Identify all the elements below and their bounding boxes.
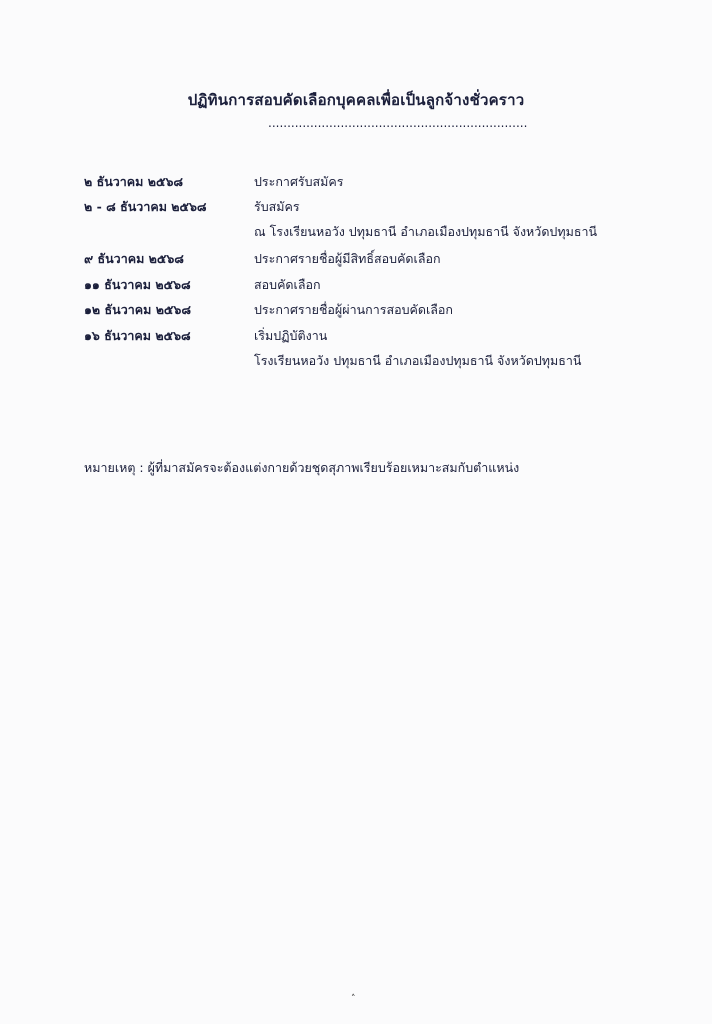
schedule-event: เริ่มปฏิบัติงาน xyxy=(254,328,328,343)
schedule-date: ๑๑ ธันวาคม ๒๕๖๘ xyxy=(84,277,191,292)
schedule-row xyxy=(0,275,712,301)
schedule-detail-row xyxy=(0,222,712,248)
schedule-event: สอบคัดเลือก xyxy=(254,277,321,292)
schedule-event: ประกาศรับสมัคร xyxy=(254,174,344,189)
title-separator: .................................................................... xyxy=(268,116,528,130)
schedule-date: ๑๒ ธันวาคม ๒๕๖๘ xyxy=(84,302,191,317)
schedule-row xyxy=(0,172,712,198)
schedule-detail-row xyxy=(0,351,712,377)
document-title: ปฏิทินการสอบคัดเลือกบุคคลเพื่อเป็นลูกจ้างชั่วคราว xyxy=(187,91,525,109)
schedule-row xyxy=(0,197,712,223)
schedule-detail: โรงเรียนหอวัง ปทุมธานี อำเภอเมืองปทุมธานี จังหวัดปทุมธานี xyxy=(254,353,582,368)
schedule-date: ๑๖ ธันวาคม ๒๕๖๘ xyxy=(84,328,191,343)
schedule-date: ๒ ธันวาคม ๒๕๖๘ xyxy=(84,174,184,189)
schedule-row xyxy=(0,300,712,326)
schedule-date: ๒ - ๘ ธันวาคม ๒๕๖๘ xyxy=(84,199,207,214)
schedule-row xyxy=(0,326,712,352)
page-mark: ˄ xyxy=(351,994,356,1004)
schedule-detail: ณ โรงเรียนหอวัง ปทุมธานี อำเภอเมืองปทุมธานี จังหวัดปทุมธานี xyxy=(254,224,598,239)
schedule-event: รับสมัคร xyxy=(254,199,300,214)
schedule-date: ๙ ธันวาคม ๒๕๖๘ xyxy=(84,251,184,266)
schedule-event: ประกาศรายชื่อผู้มีสิทธิ์สอบคัดเลือก xyxy=(254,251,441,266)
schedule-event: ประกาศรายชื่อผู้ผ่านการสอบคัดเลือก xyxy=(254,302,454,317)
note-text: หมายเหตุ : ผู้ที่มาสมัครจะต้องแต่งกายด้วยชุดสุภาพเรียบร้อยเหมาะสมกับตำแหน่ง xyxy=(84,460,520,475)
schedule-row xyxy=(0,249,712,275)
